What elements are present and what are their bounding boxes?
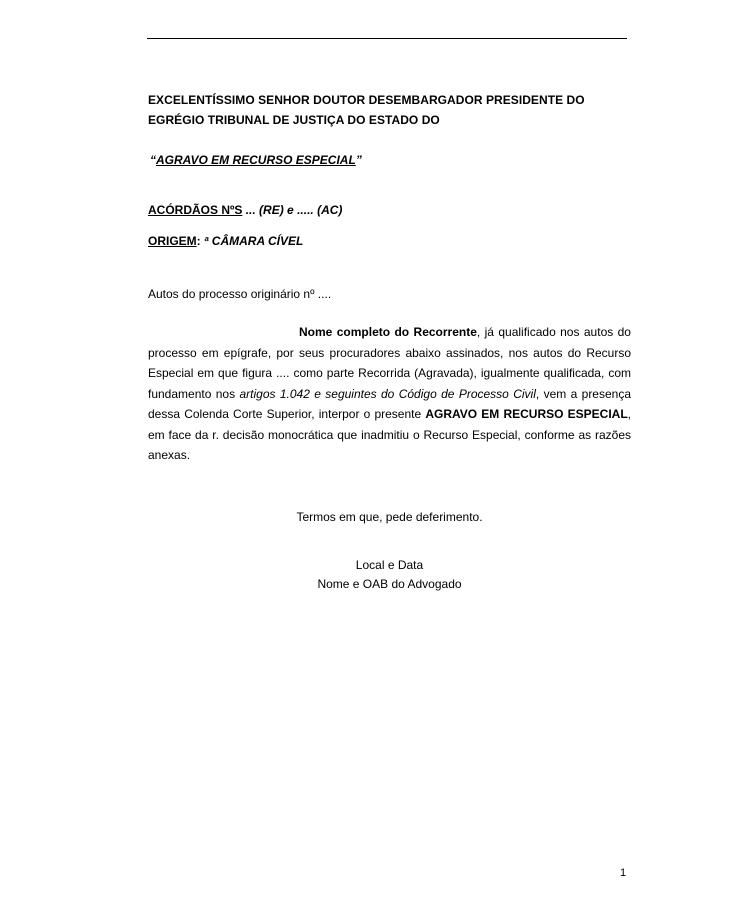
origem-line bbox=[148, 233, 303, 249]
origem-colon: : bbox=[196, 234, 201, 248]
place-date: Local e Data bbox=[355, 558, 424, 572]
legal-basis: artigos 1.042 e seguintes do Código de Processo Civil bbox=[239, 386, 536, 401]
acordaos-label: ACÓRDÃOS NºS bbox=[148, 203, 243, 217]
autos-line: Autos do processo originário nº .... bbox=[148, 287, 332, 301]
closing-line: Termos em que, pede deferimento. bbox=[296, 510, 483, 524]
origem-value: ª CÂMARA CÍVEL bbox=[200, 234, 304, 248]
acordaos-numbers: ... (RE) e ..... (AC) bbox=[242, 203, 343, 217]
addressee-line-1: EXCELENTÍSSIMO SENHOR DOUTOR DESEMBARGADOR PRESIDENTE DO bbox=[148, 93, 585, 107]
header-rule bbox=[147, 38, 627, 39]
title-open-quote: “ bbox=[150, 153, 156, 167]
agravo-action: AGRAVO EM RECURSO ESPECIAL bbox=[425, 407, 628, 421]
origem-label: ORIGEM bbox=[148, 234, 197, 248]
document-title bbox=[150, 152, 362, 168]
lawyer-name: Nome e OAB do Advogado bbox=[317, 577, 462, 591]
body-part-2: , vem a presença dessa Colenda Corte Superior, interpor o presente bbox=[148, 386, 632, 421]
title-close-quote: ” bbox=[355, 153, 362, 167]
body-part-3: , em face da r. decisão monocrática que inadmitiu o Recurso Especial, conforme as razões anexas. bbox=[148, 407, 631, 462]
addressee-heading bbox=[148, 90, 618, 130]
recorrente-name: Nome completo do Recorrente bbox=[299, 325, 477, 339]
acordaos-line bbox=[148, 202, 342, 218]
body-part-1: , já qualificado nos autos do processo em epígrafe, por seus procuradores abaixo assinados, nos autos do Recurso Especial em que figura .... como parte Recorrida (Agravada), igualmente qualificada, com fundamento nos bbox=[148, 325, 631, 401]
petition-body bbox=[148, 322, 631, 466]
title-text: AGRAVO EM RECURSO ESPECIAL bbox=[156, 153, 356, 167]
page-number: 1 bbox=[620, 867, 627, 879]
addressee-line-2: EGRÉGIO TRIBUNAL DE JUSTIÇA DO ESTADO DO bbox=[148, 113, 440, 127]
